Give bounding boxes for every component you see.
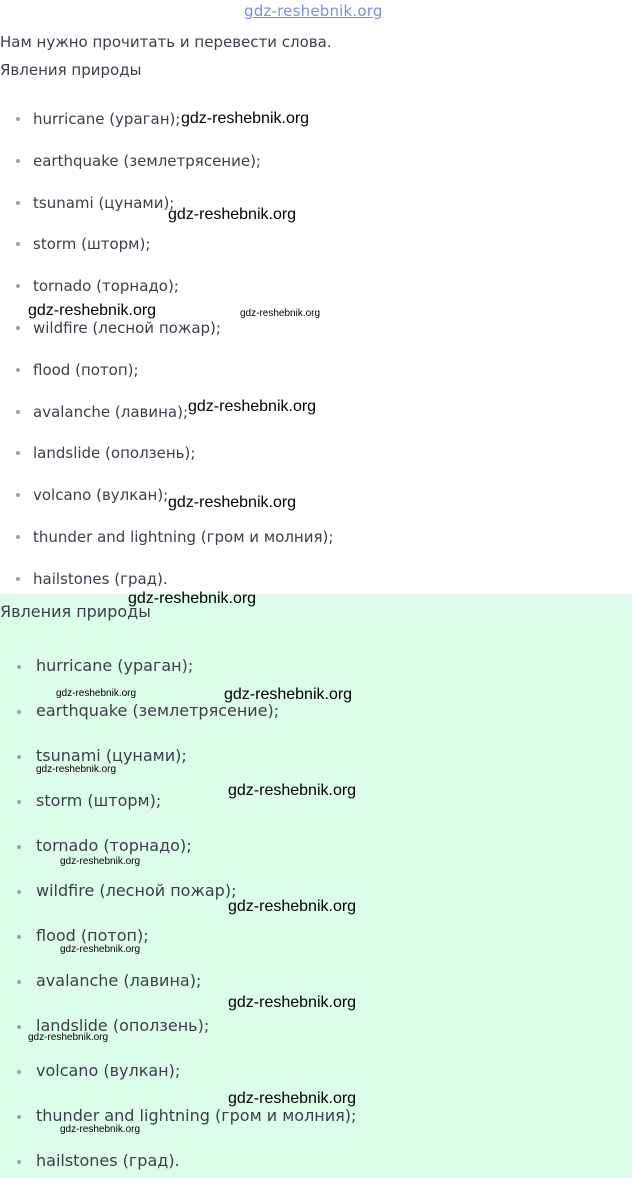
list-item: wildfire (лесной пожар); xyxy=(0,317,333,359)
watermark: gdz-reshebnik.org xyxy=(224,686,353,703)
section1-list xyxy=(0,108,333,610)
watermark: gdz-reshebnik.org xyxy=(28,302,157,319)
watermark: gdz-reshebnik.org xyxy=(188,398,317,415)
list-item: earthquake (землетрясение); xyxy=(0,150,333,192)
list-item: hurricane (ураган); xyxy=(0,655,356,700)
list-item: flood (потоп); xyxy=(0,925,356,970)
list-item: hailstones (град). xyxy=(0,568,333,610)
list-item: earthquake (землетрясение); xyxy=(0,700,356,745)
list-item: avalanche (лавина); xyxy=(0,401,333,443)
watermark: gdz-reshebnik.org xyxy=(36,764,117,775)
list-item: wildfire (лесной пожар); xyxy=(0,880,356,925)
watermark: gdz-reshebnik.org xyxy=(168,494,297,511)
watermark: gdz-reshebnik.org xyxy=(60,1124,141,1135)
top-watermark-link[interactable]: gdz-reshebnik.org xyxy=(244,2,383,20)
intro-text: Нам нужно прочитать и перевести слова. xyxy=(0,33,332,51)
watermark: gdz-reshebnik.org xyxy=(228,898,357,915)
list-item: storm (шторм); xyxy=(0,233,333,275)
watermark: gdz-reshebnik.org xyxy=(56,688,137,699)
watermark: gdz-reshebnik.org xyxy=(228,994,357,1011)
watermark: gdz-reshebnik.org xyxy=(128,590,257,607)
watermark: gdz-reshebnik.org xyxy=(240,308,321,319)
list-item: volcano (вулкан); xyxy=(0,484,333,526)
watermark: gdz-reshebnik.org xyxy=(60,856,141,867)
list-item: tornado (торнадо); xyxy=(0,275,333,317)
list-item: hurricane (ураган); xyxy=(0,108,333,150)
list-item: hailstones (град). xyxy=(0,1150,356,1195)
list-item: avalanche (лавина); xyxy=(0,970,356,1015)
watermark: gdz-reshebnik.org xyxy=(60,944,141,955)
section1-heading: Явления природы xyxy=(0,61,142,79)
list-item: thunder and lightning (гром и молния); xyxy=(0,1105,356,1150)
list-item: landslide (оползень); xyxy=(0,1015,356,1060)
watermark: gdz-reshebnik.org xyxy=(181,110,310,127)
list-item: landslide (оползень); xyxy=(0,442,333,484)
watermark: gdz-reshebnik.org xyxy=(28,1032,109,1043)
watermark: gdz-reshebnik.org xyxy=(228,1090,357,1107)
watermark: gdz-reshebnik.org xyxy=(228,782,357,799)
section2-list xyxy=(0,655,356,1195)
list-item: tsunami (цунами); xyxy=(0,192,333,234)
list-item: tornado (торнадо); xyxy=(0,835,356,880)
watermark: gdz-reshebnik.org xyxy=(168,206,297,223)
list-item: flood (потоп); xyxy=(0,359,333,401)
list-item: volcano (вулкан); xyxy=(0,1060,356,1105)
section2-heading: Явления природы xyxy=(0,602,151,621)
list-item: storm (шторм); xyxy=(0,790,356,835)
list-item: tsunami (цунами); xyxy=(0,745,356,790)
list-item: thunder and lightning (гром и молния); xyxy=(0,526,333,568)
